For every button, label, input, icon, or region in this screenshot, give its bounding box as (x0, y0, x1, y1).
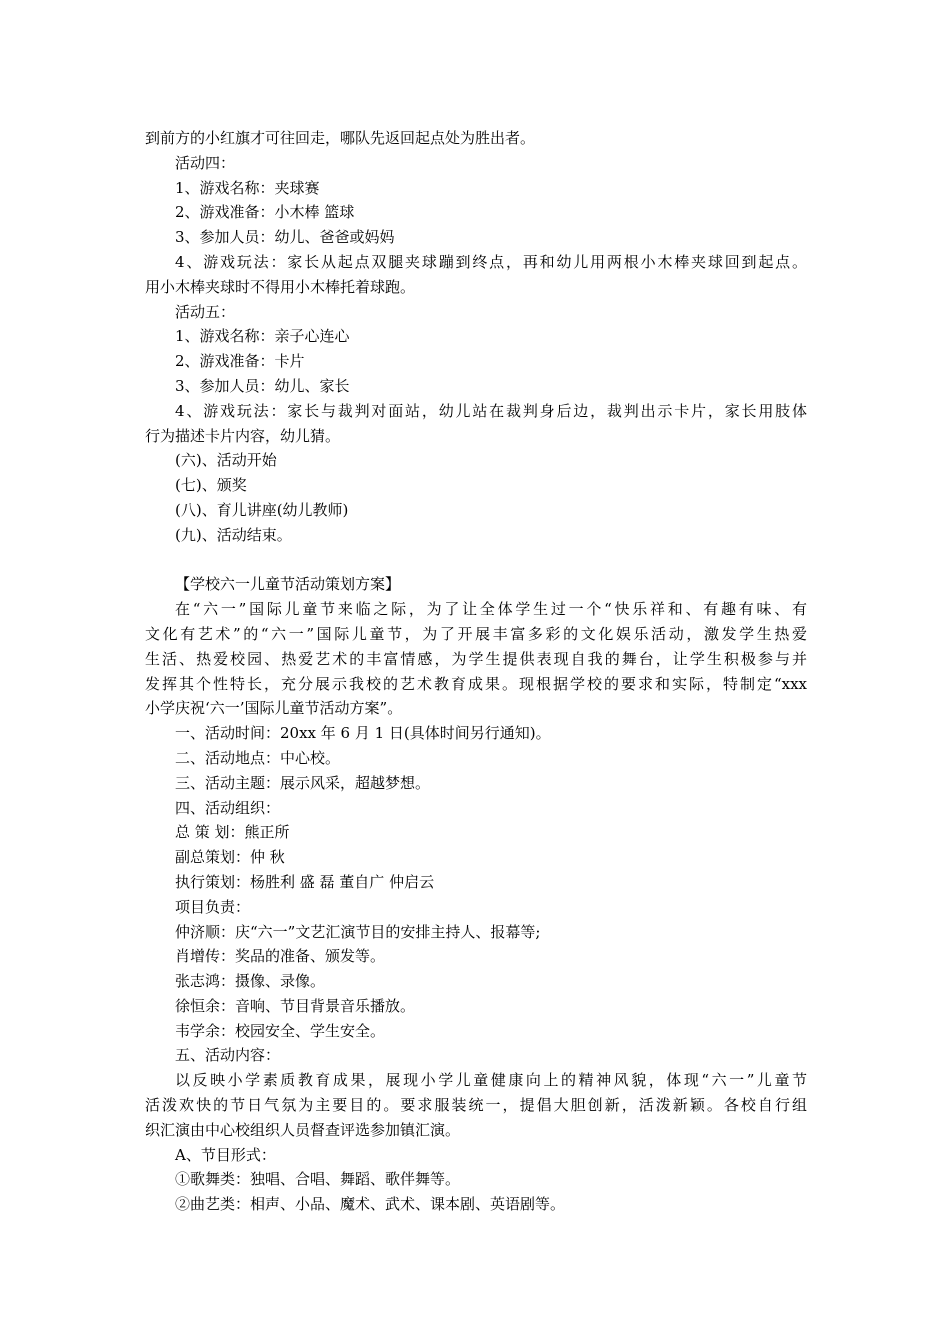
list-item: ①歌舞类：独唱、合唱、舞蹈、歌伴舞等。 (175, 1170, 461, 1189)
list-item: A、节目形式： (175, 1145, 276, 1164)
list-item: (七)、颁奖 (175, 476, 247, 495)
section-heading: 五、活动内容： (175, 1046, 281, 1065)
paragraph-line: 用小木棒夹球时不得用小木棒托着球跑。 (145, 277, 416, 296)
list-item: 副总策划：仲 秋 (175, 848, 285, 867)
document-title: 【学校六一儿童节活动策划方案】 (175, 575, 401, 594)
list-item: 2、游戏准备：卡片 (175, 352, 305, 371)
paragraph-line: 活泼欢快的节日气氛为主要目的。要求服装统一，提倡大胆创新，活泼新颖。各校自行组 (145, 1096, 807, 1115)
list-item: (八)、育儿讲座(幼儿教师) (175, 500, 349, 519)
list-item: 执行策划：杨胜利 盛 磊 董自广 仲启云 (175, 872, 435, 891)
list-item: 3、参加人员：幼儿、爸爸或妈妈 (175, 228, 395, 247)
paragraph-line: 在“六一”国际儿童节来临之际，为了让全体学生过一个“快乐祥和、有趣有味、有 (175, 600, 807, 619)
list-item: 总 策 划：熊正所 (175, 823, 290, 842)
list-item: 二、活动地点：中心校。 (175, 748, 341, 767)
list-item: 仲济顺：庆“六一”文艺汇演节目的安排主持人、报幕等; (175, 922, 541, 941)
paragraph-line: 小学庆祝‘六一’国际儿童节活动方案”。 (145, 699, 403, 718)
paragraph-line: 文化有艺术”的“六一”国际儿童节，为了开展丰富多彩的文化娱乐活动，激发学生热爱 (145, 624, 807, 643)
list-item: ②曲艺类：相声、小品、魔术、武术、课本剧、英语剧等。 (175, 1195, 566, 1214)
paragraph-line: 以反映小学素质教育成果，展现小学儿童健康向上的精神风貌，体现“六一”儿童节 (175, 1071, 807, 1090)
list-item: 三、活动主题：展示风采，超越梦想。 (175, 773, 431, 792)
list-item: 1、游戏名称：亲子心连心 (175, 327, 350, 346)
list-item: 项目负责： (175, 897, 251, 916)
list-item: 1、游戏名称：夹球赛 (175, 178, 320, 197)
list-item: 四、活动组织： (175, 798, 281, 817)
list-item: 徐恒余：音响、节目背景音乐播放。 (175, 996, 416, 1015)
paragraph-line: 织汇演由中心校组织人员督查评选参加镇汇演。 (145, 1120, 461, 1139)
paragraph-line: 到前方的小红旗才可往回走，哪队先返回起点处为胜出者。 (145, 129, 536, 147)
list-item: 张志鸿：摄像、录像。 (175, 972, 326, 991)
section-heading: 活动五： (175, 302, 236, 321)
paragraph-line: 生活、热爱校园、热爱艺术的丰富情感，为学生提供表现自我的舞台，让学生积极参与并 (145, 649, 807, 668)
document-body (145, 126, 807, 1217)
list-item: (九)、活动结束。 (175, 525, 292, 544)
list-item: 3、参加人员：幼儿、家长 (175, 376, 350, 395)
list-item: (六)、活动开始 (175, 451, 277, 470)
list-item: 2、游戏准备：小木棒 篮球 (175, 203, 355, 222)
list-item: 韦学余：校园安全、学生安全。 (175, 1021, 386, 1040)
paragraph-line: 行为描述卡片内容，幼儿猜。 (145, 426, 341, 445)
paragraph-line: 发挥其个性特长，充分展示我校的艺术教育成果。现根据学校的要求和实际，特制定“xxx (145, 674, 807, 693)
list-item: 4、游戏玩法：家长从起点双腿夹球蹦到终点，再和幼儿用两根小木棒夹球回到起点。 (175, 252, 807, 271)
list-item: 一、活动时间：20xx 年 6 月 1 日(具体时间另行通知)。 (175, 724, 551, 743)
list-item: 4、游戏玩法：家长与裁判对面站，幼儿站在裁判身后边，裁判出示卡片，家长用肢体 (175, 401, 807, 420)
blank-line (145, 548, 807, 573)
section-heading: 活动四： (175, 153, 236, 172)
list-item: 肖增传：奖品的准备、颁发等。 (175, 947, 386, 966)
